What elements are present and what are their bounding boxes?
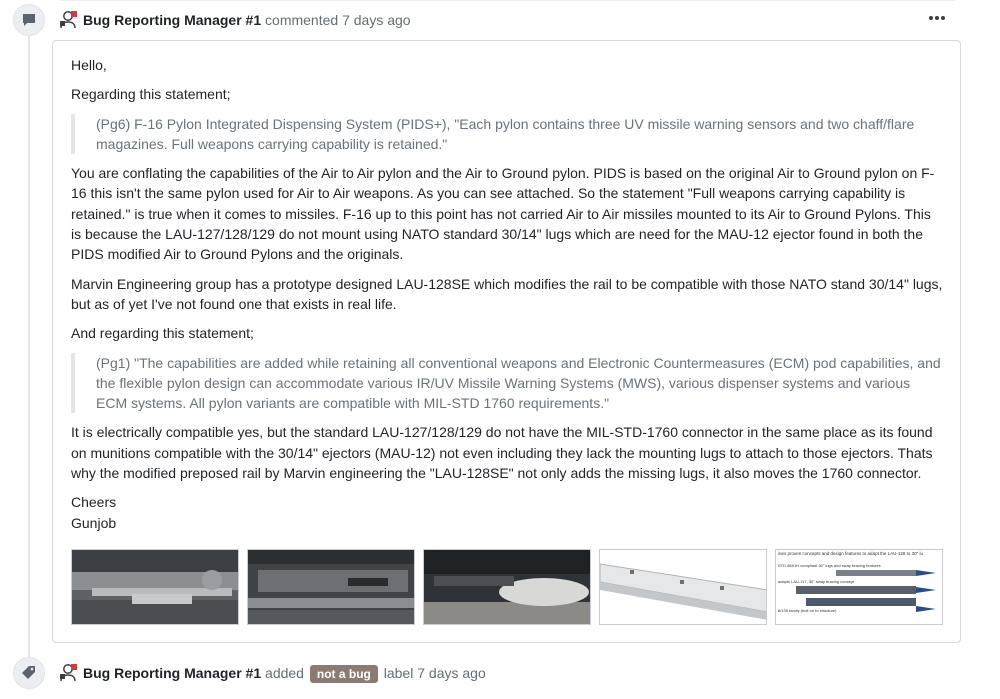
paragraph-2: Marvin Engineering group has a prototype designed LAU-128SE which modifies the rail to be compatible with those NATO stand 30/14" lugs, but as of yet I've not found one that exists in real life. — [71, 275, 943, 312]
slide-diagram-image — [776, 550, 943, 625]
attachment-thumbnail-5[interactable] — [775, 549, 943, 625]
comment-icon — [21, 12, 37, 28]
slide-line-4: 8/139 family (bolt on to structure) — [778, 608, 837, 613]
label-event-header — [83, 663, 486, 683]
attachment-thumbnail-1[interactable] — [71, 549, 239, 625]
signoff: Cheers — [71, 494, 117, 511]
user-avatar-icon — [59, 663, 78, 682]
attachment-thumbnail-3[interactable] — [423, 549, 591, 625]
timeline-line — [28, 28, 30, 668]
pylon-photo-image — [72, 550, 239, 625]
signature: Gunjob — [71, 514, 117, 531]
intro-statement-2: And regarding this statement; — [71, 325, 254, 342]
comment-box — [52, 40, 961, 643]
comment-body — [71, 55, 943, 533]
aircraft-underside-image — [248, 550, 415, 625]
attachment-thumbnail-2[interactable] — [247, 549, 415, 625]
label-badge[interactable]: not a bug — [310, 665, 378, 683]
top-divider — [60, 0, 955, 1]
attachment-thumbnail-4[interactable] — [599, 549, 767, 625]
rail-render-image — [600, 550, 767, 625]
more-options-button[interactable] — [924, 8, 950, 28]
label-event-suffix: label — [383, 665, 414, 681]
label-event-icon — [13, 657, 45, 689]
quote-1: (Pg6) F-16 Pylon Integrated Dispensing System (PIDS+), "Each pylon contains three UV missile warning sensors and two chaff/flare magazines. Full weapons carrying capability is retained." — [71, 114, 943, 155]
comment-action: commented — [265, 12, 339, 28]
paragraph-3: It is electrically compatible yes, but the standard LAU-127/128/129 do not have the MIL-STD-1760 connector in the same place as its found on munitions compatible with the 30/14" ejectors (MAU-12) not even including they lack the mounting lugs to attach to those ejectors. Thats why the modified preposed rail by Marvin engineering the "LAU-128SE" not only adds the missing lugs, it also moves the 1760 connector. — [71, 424, 933, 482]
label-event-action: added — [265, 665, 304, 681]
paragraph-1: You are conflating the capabilities of the Air to Air pylon and the Air to Ground pylon. PIDS is based on the original Air to Ground pylon on F-16 this isn't the same pylon used for Air to Air weapons. As you can see attached. So the statement "Full weapons carrying capability is retained." is true when it comes to missiles. F-16 up to this point has not carried Air to Air missiles mounted to its Air to Ground Pylons. This is because the LAU-127/128/129 do not mount using NATO standard 30/14" lugs which are need for the MAU-12 ejector found in both the PIDS modified Air to Ground Pylons and the originals. — [71, 165, 935, 263]
greeting: Hello, — [71, 57, 107, 73]
label-event-time[interactable]: 7 days ago — [417, 665, 486, 681]
user-avatar-icon — [59, 10, 78, 29]
comment-time[interactable]: 7 days ago — [342, 12, 411, 28]
comment-author[interactable]: Bug Reporting Manager #1 — [83, 12, 262, 28]
comment-event-icon — [13, 4, 45, 36]
quote-2: (Pg1) "The capabilities are added while retaining all conventional weapons and Electronic Countermeasures (ECM) pod capabilities, and the flexible pylon design can accommodate various IR/UV Missile Warning Systems (MWS), various dispenser systems and various ECM systems. All pylon variants are compatible with MIL-STD 1760 requirements." — [71, 353, 943, 414]
pod-photo-image — [424, 550, 591, 625]
comment-header — [83, 10, 411, 30]
label-event-author[interactable]: Bug Reporting Manager #1 — [83, 665, 262, 681]
tag-icon — [21, 665, 37, 681]
slide-line-3: adapts LAU-117, 30" sway bracing concept — [778, 579, 855, 584]
slide-line-1: ines proven concepts and design features to adapt the LAU-128 to 30" lu — [778, 551, 923, 556]
slide-line-2: STD-8591H compliant 30" lugs and sway bracing features — [778, 563, 881, 568]
intro-statement-1: Regarding this statement; — [71, 86, 231, 103]
more-options-icon — [928, 15, 946, 21]
